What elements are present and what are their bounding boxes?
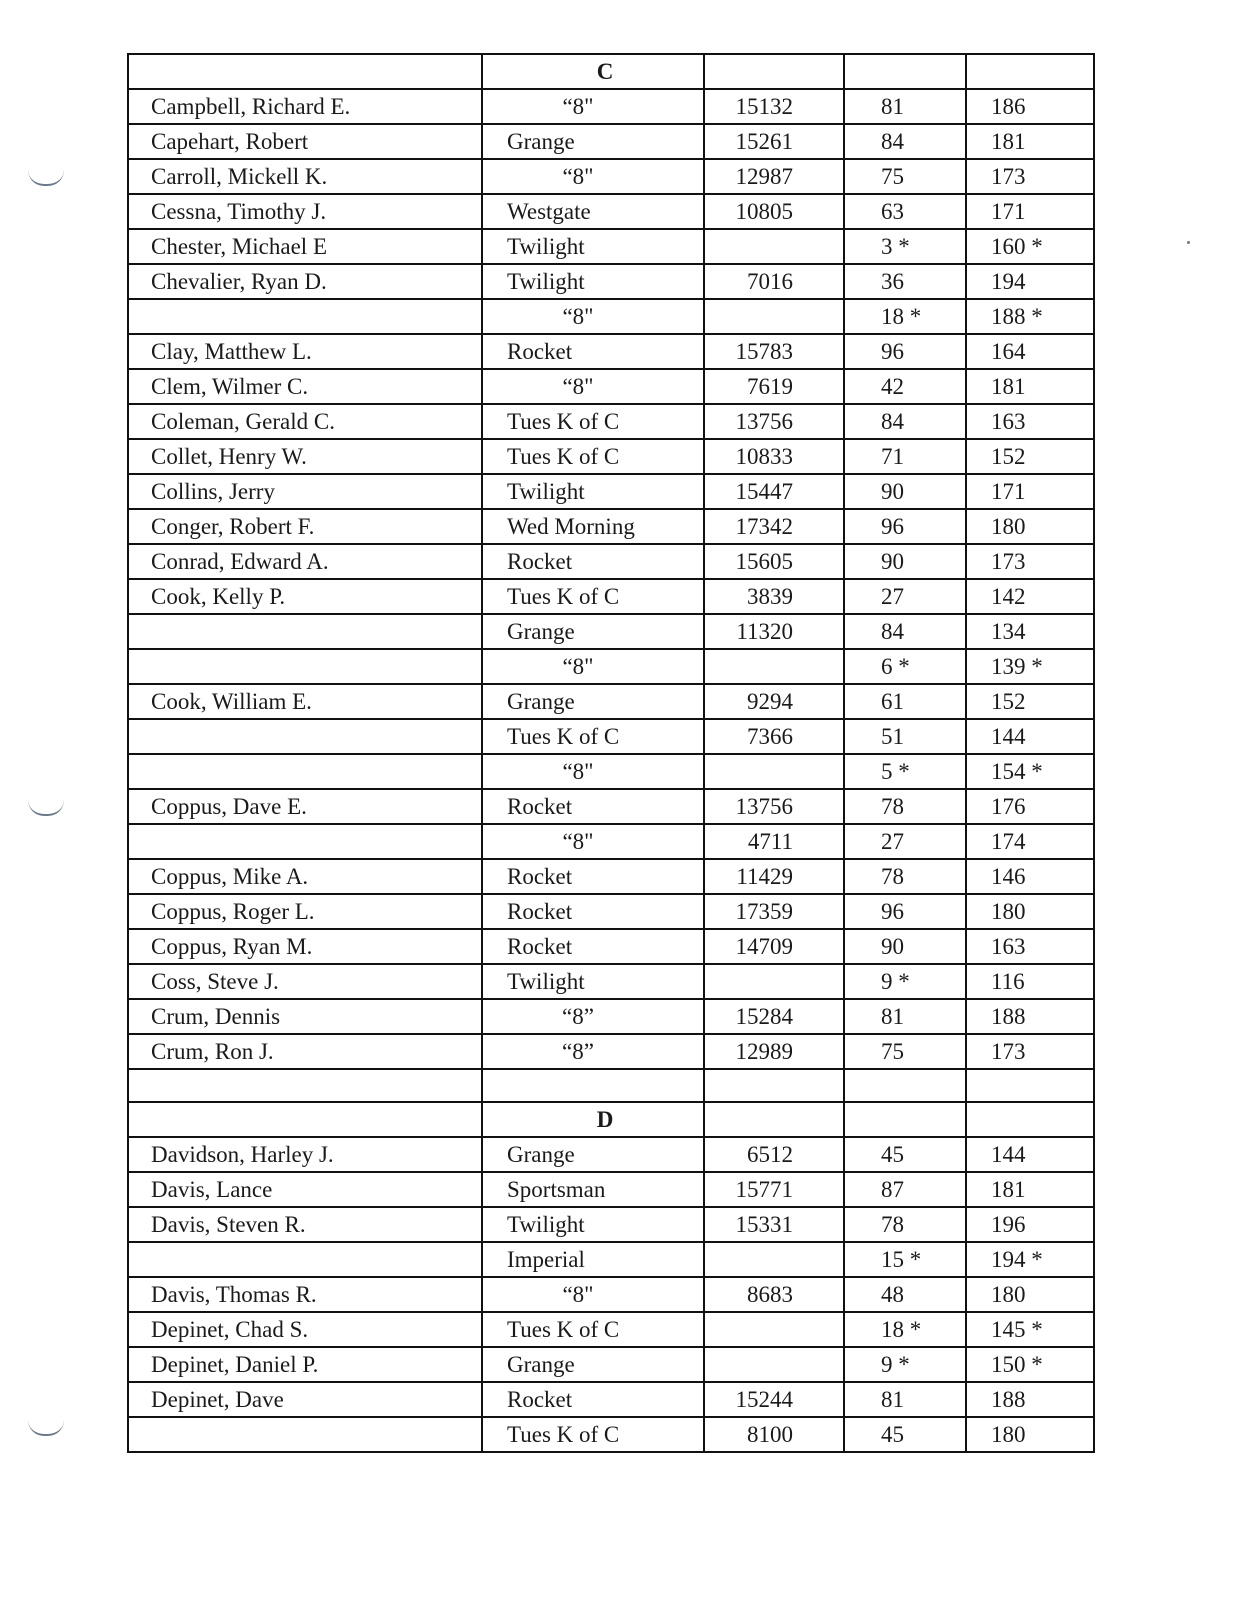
total-pins-cell: 13756 (704, 789, 844, 824)
bowler-name-cell (128, 824, 482, 859)
games-cell: 75 (844, 159, 966, 194)
table-row (128, 1069, 1094, 1102)
average-cell: 194 * (966, 1242, 1094, 1277)
table-row (128, 1172, 1094, 1207)
games-cell: 15 * (844, 1242, 966, 1277)
league-cell: Twilight (482, 229, 704, 264)
total-pins-cell: 15284 (704, 999, 844, 1034)
table-row (128, 859, 1094, 894)
table-row (128, 124, 1094, 159)
bowler-name-cell: Coleman, Gerald C. (128, 404, 482, 439)
games-cell: 84 (844, 404, 966, 439)
empty-cell (966, 1102, 1094, 1137)
bowler-name-cell: Coppus, Dave E. (128, 789, 482, 824)
bowler-name-cell (128, 754, 482, 789)
average-cell: 173 (966, 159, 1094, 194)
table-row (128, 509, 1094, 544)
league-cell: Grange (482, 124, 704, 159)
games-cell: 61 (844, 684, 966, 719)
bowler-name-cell: Depinet, Dave (128, 1382, 482, 1417)
total-pins-cell (704, 1242, 844, 1277)
total-pins-cell: 7619 (704, 369, 844, 404)
total-pins-cell (704, 1347, 844, 1382)
bowler-name-cell: Collins, Jerry (128, 474, 482, 509)
table-row (128, 89, 1094, 124)
bowler-name-cell: Cessna, Timothy J. (128, 194, 482, 229)
total-pins-cell: 8100 (704, 1417, 844, 1452)
games-cell: 84 (844, 124, 966, 159)
league-cell: Rocket (482, 929, 704, 964)
league-cell: Twilight (482, 1207, 704, 1242)
binder-hole-mark (28, 170, 64, 186)
average-cell: 188 (966, 1382, 1094, 1417)
games-cell: 96 (844, 334, 966, 369)
empty-cell (704, 54, 844, 89)
games-cell: 78 (844, 789, 966, 824)
total-pins-cell: 7016 (704, 264, 844, 299)
total-pins-cell: 13756 (704, 404, 844, 439)
total-pins-cell: 10805 (704, 194, 844, 229)
bowler-name-cell: Coppus, Ryan M. (128, 929, 482, 964)
league-cell: “8" (482, 159, 704, 194)
average-cell: 139 * (966, 649, 1094, 684)
games-cell: 5 * (844, 754, 966, 789)
league-cell: Rocket (482, 1382, 704, 1417)
league-cell: Rocket (482, 894, 704, 929)
total-pins-cell: 11320 (704, 614, 844, 649)
total-pins-cell: 15783 (704, 334, 844, 369)
average-cell: 181 (966, 1172, 1094, 1207)
binder-hole-mark (28, 1420, 64, 1436)
average-cell (966, 1069, 1094, 1102)
average-cell: 181 (966, 124, 1094, 159)
table-row (128, 229, 1094, 264)
league-cell: “8" (482, 754, 704, 789)
average-cell: 142 (966, 579, 1094, 614)
league-cell: “8" (482, 1277, 704, 1312)
league-cell: “8” (482, 1034, 704, 1069)
league-cell: Wed Morning (482, 509, 704, 544)
table-row (128, 1417, 1094, 1452)
average-cell: 144 (966, 719, 1094, 754)
average-cell: 152 (966, 439, 1094, 474)
empty-cell (844, 1102, 966, 1137)
bowler-name-cell (128, 614, 482, 649)
bowler-name-cell: Davis, Steven R. (128, 1207, 482, 1242)
empty-cell (704, 1102, 844, 1137)
league-cell: “8" (482, 649, 704, 684)
average-cell: 188 (966, 999, 1094, 1034)
games-cell: 6 * (844, 649, 966, 684)
average-cell: 194 (966, 264, 1094, 299)
games-cell: 78 (844, 1207, 966, 1242)
league-cell: Grange (482, 1137, 704, 1172)
table-row (128, 579, 1094, 614)
empty-cell (966, 54, 1094, 89)
average-cell: 163 (966, 929, 1094, 964)
games-cell: 71 (844, 439, 966, 474)
league-cell: Grange (482, 614, 704, 649)
bowler-name-cell: Crum, Ron J. (128, 1034, 482, 1069)
total-pins-cell (704, 229, 844, 264)
table-row (128, 894, 1094, 929)
average-cell: 174 (966, 824, 1094, 859)
league-cell: “8" (482, 299, 704, 334)
total-pins-cell: 15261 (704, 124, 844, 159)
table-row (128, 1137, 1094, 1172)
average-cell: 163 (966, 404, 1094, 439)
league-cell (482, 1069, 704, 1102)
total-pins-cell: 15605 (704, 544, 844, 579)
league-cell: Rocket (482, 789, 704, 824)
league-cell: Tues K of C (482, 719, 704, 754)
bowler-name-cell: Depinet, Chad S. (128, 1312, 482, 1347)
average-cell: 173 (966, 544, 1094, 579)
bowler-name-cell: Clay, Matthew L. (128, 334, 482, 369)
table-row (128, 929, 1094, 964)
table-row (128, 964, 1094, 999)
total-pins-cell: 3839 (704, 579, 844, 614)
table-row (128, 474, 1094, 509)
average-cell: 188 * (966, 299, 1094, 334)
table-row (128, 1347, 1094, 1382)
total-pins-cell (704, 1312, 844, 1347)
games-cell: 36 (844, 264, 966, 299)
league-cell: Twilight (482, 964, 704, 999)
bowler-name-cell: Conrad, Edward A. (128, 544, 482, 579)
games-cell: 51 (844, 719, 966, 754)
league-cell: Rocket (482, 334, 704, 369)
league-cell: Westgate (482, 194, 704, 229)
total-pins-cell: 15244 (704, 1382, 844, 1417)
bowler-name-cell: Davis, Lance (128, 1172, 482, 1207)
games-cell: 90 (844, 544, 966, 579)
table-row (128, 439, 1094, 474)
scan-speck (1187, 241, 1190, 244)
league-cell: “8" (482, 369, 704, 404)
bowler-name-cell: Coppus, Roger L. (128, 894, 482, 929)
league-cell: Twilight (482, 264, 704, 299)
games-cell: 27 (844, 579, 966, 614)
average-cell: 150 * (966, 1347, 1094, 1382)
games-cell: 48 (844, 1277, 966, 1312)
total-pins-cell (704, 754, 844, 789)
bowler-name-cell: Cook, Kelly P. (128, 579, 482, 614)
table-row (128, 1312, 1094, 1347)
total-pins-cell: 12989 (704, 1034, 844, 1069)
league-cell: Tues K of C (482, 579, 704, 614)
table-row (128, 264, 1094, 299)
average-cell: 152 (966, 684, 1094, 719)
table-row (128, 544, 1094, 579)
games-cell: 45 (844, 1417, 966, 1452)
total-pins-cell: 11429 (704, 859, 844, 894)
table-row (128, 649, 1094, 684)
average-cell: 116 (966, 964, 1094, 999)
table-row (128, 789, 1094, 824)
table-row (128, 1207, 1094, 1242)
games-cell: 81 (844, 1382, 966, 1417)
games-cell: 90 (844, 474, 966, 509)
average-cell: 146 (966, 859, 1094, 894)
total-pins-cell (704, 1069, 844, 1102)
bowler-name-cell: Collet, Henry W. (128, 439, 482, 474)
total-pins-cell: 15132 (704, 89, 844, 124)
league-cell: “8” (482, 999, 704, 1034)
total-pins-cell: 17342 (704, 509, 844, 544)
table-row (128, 754, 1094, 789)
total-pins-cell: 7366 (704, 719, 844, 754)
bowler-name-cell (128, 1069, 482, 1102)
table-row (128, 369, 1094, 404)
average-cell: 154 * (966, 754, 1094, 789)
games-cell: 96 (844, 894, 966, 929)
table-row (128, 719, 1094, 754)
bowler-name-cell: Depinet, Daniel P. (128, 1347, 482, 1382)
average-cell: 186 (966, 89, 1094, 124)
games-cell: 42 (844, 369, 966, 404)
table-row (128, 614, 1094, 649)
league-cell: Tues K of C (482, 404, 704, 439)
total-pins-cell: 15771 (704, 1172, 844, 1207)
average-cell: 196 (966, 1207, 1094, 1242)
bowler-roster-table (127, 53, 1095, 1453)
bowler-name-cell: Capehart, Robert (128, 124, 482, 159)
bowler-name-cell: Cook, William E. (128, 684, 482, 719)
average-cell: 134 (966, 614, 1094, 649)
table-row (128, 1242, 1094, 1277)
games-cell: 18 * (844, 299, 966, 334)
empty-cell (844, 54, 966, 89)
bowler-name-cell (128, 719, 482, 754)
bowler-name-cell: Chester, Michael E (128, 229, 482, 264)
bowler-name-cell: Crum, Dennis (128, 999, 482, 1034)
bowler-name-cell (128, 299, 482, 334)
section-letter: C (482, 54, 704, 89)
table-row (128, 299, 1094, 334)
table-row (128, 824, 1094, 859)
league-cell: Tues K of C (482, 439, 704, 474)
games-cell: 96 (844, 509, 966, 544)
league-cell: Tues K of C (482, 1417, 704, 1452)
average-cell: 181 (966, 369, 1094, 404)
league-cell: Tues K of C (482, 1312, 704, 1347)
games-cell: 81 (844, 89, 966, 124)
table-row (128, 404, 1094, 439)
average-cell: 180 (966, 1417, 1094, 1452)
total-pins-cell: 10833 (704, 439, 844, 474)
total-pins-cell: 8683 (704, 1277, 844, 1312)
bowler-name-cell: Chevalier, Ryan D. (128, 264, 482, 299)
games-cell: 90 (844, 929, 966, 964)
league-cell: “8" (482, 824, 704, 859)
bowler-name-cell (128, 1242, 482, 1277)
average-cell: 171 (966, 194, 1094, 229)
average-cell: 173 (966, 1034, 1094, 1069)
total-pins-cell: 6512 (704, 1137, 844, 1172)
table-row (128, 194, 1094, 229)
bowler-name-cell: Coppus, Mike A. (128, 859, 482, 894)
league-cell: Grange (482, 1347, 704, 1382)
average-cell: 145 * (966, 1312, 1094, 1347)
average-cell: 180 (966, 1277, 1094, 1312)
bowler-name-cell: Clem, Wilmer C. (128, 369, 482, 404)
average-cell: 144 (966, 1137, 1094, 1172)
league-cell: Sportsman (482, 1172, 704, 1207)
total-pins-cell: 14709 (704, 929, 844, 964)
table-row (128, 334, 1094, 369)
games-cell: 3 * (844, 229, 966, 264)
games-cell: 63 (844, 194, 966, 229)
league-cell: Twilight (482, 474, 704, 509)
games-cell: 78 (844, 859, 966, 894)
bowler-name-cell (128, 1417, 482, 1452)
section-header-row (128, 1102, 1094, 1137)
games-cell: 81 (844, 999, 966, 1034)
average-cell: 160 * (966, 229, 1094, 264)
total-pins-cell: 17359 (704, 894, 844, 929)
average-cell: 180 (966, 509, 1094, 544)
games-cell: 27 (844, 824, 966, 859)
total-pins-cell: 12987 (704, 159, 844, 194)
average-cell: 180 (966, 894, 1094, 929)
table-row (128, 1034, 1094, 1069)
bowler-name-cell: Conger, Robert F. (128, 509, 482, 544)
total-pins-cell: 9294 (704, 684, 844, 719)
games-cell: 18 * (844, 1312, 966, 1347)
games-cell: 87 (844, 1172, 966, 1207)
bowler-name-cell: Campbell, Richard E. (128, 89, 482, 124)
games-cell: 84 (844, 614, 966, 649)
total-pins-cell: 4711 (704, 824, 844, 859)
binder-hole-mark (28, 800, 64, 816)
league-cell: Imperial (482, 1242, 704, 1277)
empty-cell (128, 54, 482, 89)
table-row (128, 1277, 1094, 1312)
total-pins-cell: 15447 (704, 474, 844, 509)
section-letter: D (482, 1102, 704, 1137)
total-pins-cell (704, 649, 844, 684)
games-cell: 75 (844, 1034, 966, 1069)
total-pins-cell (704, 964, 844, 999)
league-cell: Rocket (482, 544, 704, 579)
bowler-name-cell: Carroll, Mickell K. (128, 159, 482, 194)
table-row (128, 999, 1094, 1034)
league-cell: Rocket (482, 859, 704, 894)
total-pins-cell (704, 299, 844, 334)
league-cell: Grange (482, 684, 704, 719)
bowler-name-cell: Coss, Steve J. (128, 964, 482, 999)
games-cell: 9 * (844, 964, 966, 999)
games-cell: 9 * (844, 1347, 966, 1382)
games-cell (844, 1069, 966, 1102)
section-header-row (128, 54, 1094, 89)
average-cell: 164 (966, 334, 1094, 369)
table-row (128, 684, 1094, 719)
games-cell: 45 (844, 1137, 966, 1172)
bowler-name-cell: Davis, Thomas R. (128, 1277, 482, 1312)
average-cell: 176 (966, 789, 1094, 824)
empty-cell (128, 1102, 482, 1137)
league-cell: “8" (482, 89, 704, 124)
bowler-name-cell (128, 649, 482, 684)
average-cell: 171 (966, 474, 1094, 509)
total-pins-cell: 15331 (704, 1207, 844, 1242)
table-row (128, 1382, 1094, 1417)
table-row (128, 159, 1094, 194)
bowler-name-cell: Davidson, Harley J. (128, 1137, 482, 1172)
